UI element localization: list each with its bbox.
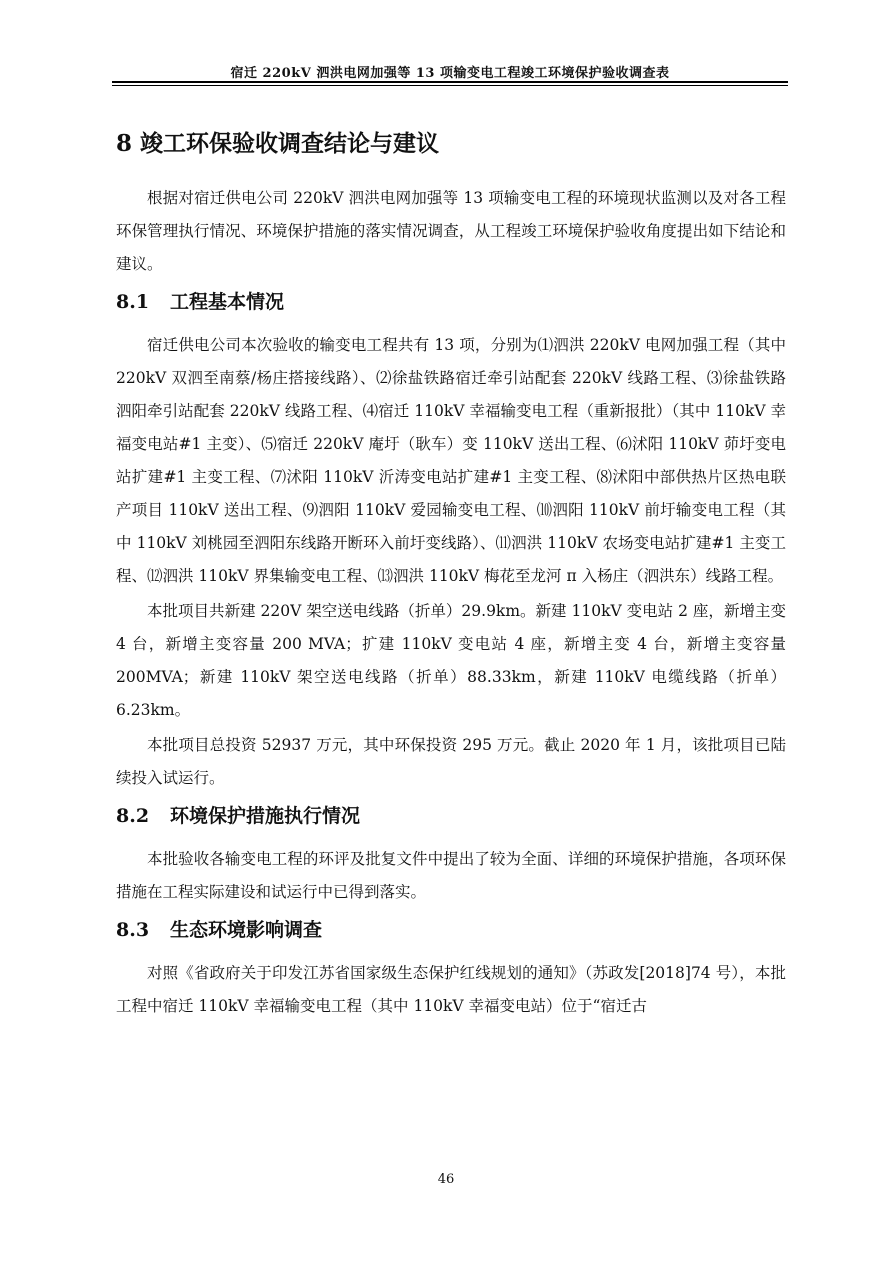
section-8-title: 竣工环保验收调查结论与建议 [140, 130, 439, 157]
header-rule-thin [112, 85, 788, 86]
section-8-1-paragraph-investment: 本批项目总投资 52937 万元，其中环保投资 295 万元。截止 2020 年 1 月，该批项目已陆续投入试运行。 [116, 736, 786, 787]
running-header: 宿迁 220kV 泗洪电网加强等 13 项输变电工程竣工环境保护验收调查表 [230, 66, 670, 81]
header-rule-thick [112, 81, 788, 83]
section-8-heading [116, 126, 786, 162]
section-8-3-paragraph: 对照《省政府关于印发江苏省国家级生态保护红线规划的通知》（苏政发[2018]74 号），本批工程中宿迁 110kV 幸福输变电工程（其中 110kV 幸福变电站）位于“宿迁古 [116, 964, 786, 1015]
section-8-2-paragraph: 本批验收各输变电工程的环评及批复文件中提出了较为全面、详细的环境保护措施，各项环保措施在工程实际建设和试运行中已得到落实。 [116, 850, 786, 901]
section-8-1-heading [116, 287, 786, 317]
section-8-1-number: 8.1 [116, 291, 150, 313]
section-8-1-paragraph-scale: 本批项目共新建 220V 架空送电线路（折单）29.9km。新建 110kV 变电站 2 座，新增主变 4 台，新增主变容量 200 MVA；扩建 110kV 变电站 4 座，新增主变 4 台，新增主变容量 200MVA；新建 110kV 架空送电线路（折单）88.33km，新建 110kV 电缆线路（折单）6.23km。 [116, 602, 786, 719]
section-8-3-title: 生态环境影响调查 [170, 919, 323, 941]
section-8-2-number: 8.2 [116, 805, 150, 827]
section-8-number: 8 [116, 130, 133, 157]
section-8-2-title: 环境保护措施执行情况 [170, 805, 361, 827]
section-8-2-heading [116, 801, 786, 831]
page-number: 46 [437, 1172, 455, 1187]
page-content [116, 126, 786, 1025]
section-8-3-number: 8.3 [116, 919, 150, 941]
section-8-1-title: 工程基本情况 [170, 291, 285, 313]
section-8-1-paragraph-projects: 宿迁供电公司本次验收的输变电工程共有 13 项，分别为⑴泗洪 220kV 电网加强工程（其中 220kV 双泗至南蔡/杨庄搭接线路）、⑵徐盐铁路宿迁牵引站配套 220kV 线路工程、⑶徐盐铁路泗阳牵引站配套 220kV 线路工程、⑷宿迁 110kV 幸福输变电工程（重新报批）（其中 110kV 幸福变电站#1 主变）、⑸宿迁 220kV 庵圩（耿车）变 110kV 送出工程、⑹沭阳 110kV 茆圩变电站扩建#1 主变工程、⑺沭阳 110kV 沂涛变电站扩建#1 主变工程、⑻沭阳中部供热片区热电联产项目 110kV 送出工程、⑼泗阳 110kV 爱园输变电工程、⑽泗阳 110kV 前圩输变电工程（其中 110kV 刘桃园至泗阳东线路开断环入前圩变线路）、⑾泗洪 110kV 农场变电站扩建#1 主变工程、⑿泗洪 110kV 界集输变电工程、⒀泗洪 110kV 梅花至龙河 π 入杨庄（泗洪东）线路工程。 [116, 336, 786, 585]
section-8-3-heading [116, 915, 786, 945]
section-8-intro: 根据对宿迁供电公司 220kV 泗洪电网加强等 13 项输变电工程的环境现状监测以及对各工程环保管理执行情况、环境保护措施的落实情况调查，从工程竣工环境保护验收角度提出如下结论和建议。 [116, 189, 786, 273]
